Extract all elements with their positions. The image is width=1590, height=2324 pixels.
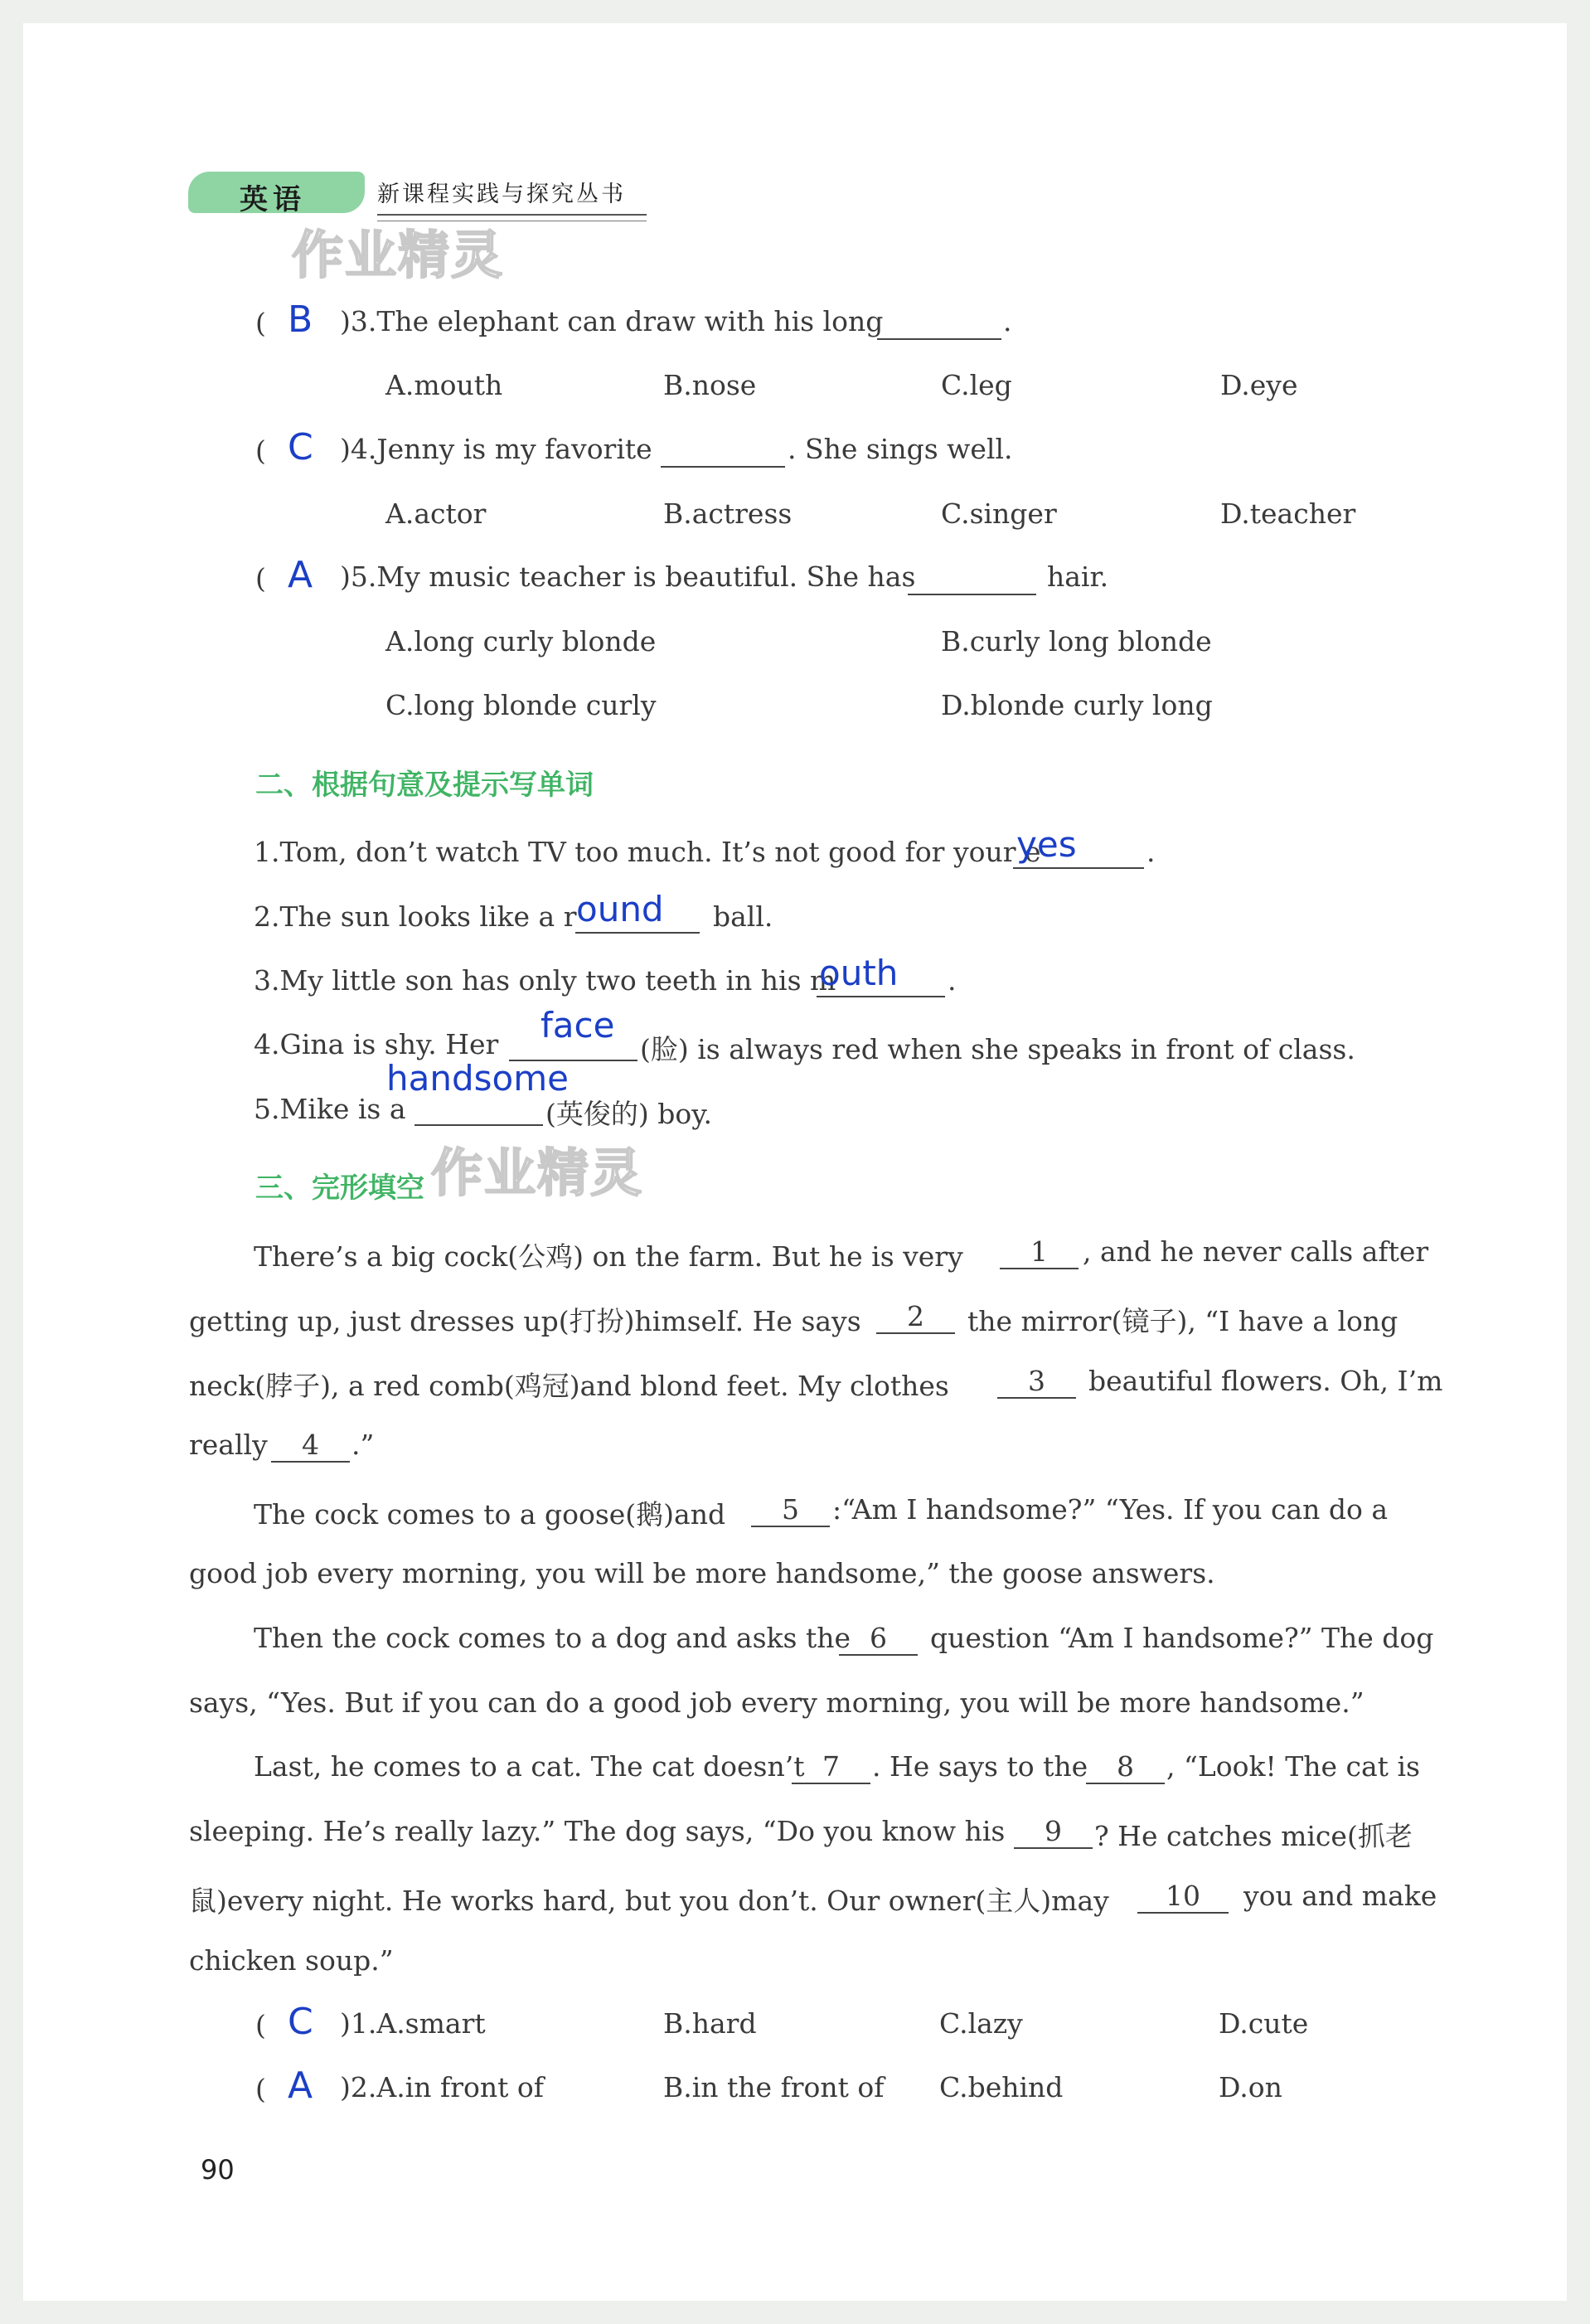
question-text: )3.The elephant can draw with his long — [340, 305, 884, 337]
passage-text: 鼠)every night. He works hard, but you don’t. Our owner(主人)may — [189, 1885, 1109, 1917]
passage-text: neck(脖子), a red comb(鸡冠)and blond feet. My clothes — [189, 1370, 949, 1402]
subject-label: 英语 — [240, 183, 306, 216]
word-item-2-end: ball. — [713, 900, 773, 933]
cloze-blank-6: 6 — [839, 1622, 918, 1656]
paren-open: ( — [255, 562, 266, 594]
answer: C — [288, 426, 313, 468]
cloze-blank-7: 7 — [792, 1750, 870, 1784]
handwritten-answer: face — [541, 1005, 615, 1046]
option-d: D.cute — [1219, 2007, 1309, 2040]
word-item-4-end: (脸) is always red when she speaks in front of class. — [640, 1033, 1355, 1065]
passage-text: says, “Yes. But if you can do a good job every morning, you will be more handsome.” — [189, 1686, 1365, 1719]
passage-text: question “Am I handsome?” The dog — [930, 1622, 1434, 1654]
handwritten-answer: ound — [576, 889, 664, 929]
paren-open: ( — [255, 2073, 266, 2105]
cloze-blank-5: 5 — [751, 1493, 830, 1527]
word-item-5: 5.Mike is a — [254, 1093, 406, 1125]
answer: A — [288, 554, 313, 596]
question-end: . She sings well. — [788, 433, 1013, 465]
handwritten-answer: handsome — [386, 1058, 569, 1099]
answer-blank[interactable] — [908, 569, 1036, 595]
paren-open: ( — [255, 434, 266, 467]
cloze-blank-3: 3 — [997, 1365, 1076, 1399]
option-c: C.long blonde curly — [385, 689, 657, 721]
word-item-5-end: (英俊的) boy. — [545, 1098, 712, 1130]
word-item-1-end: . — [1146, 836, 1156, 868]
passage-text: , and he never calls after — [1083, 1235, 1429, 1268]
handwritten-answer: yes — [1016, 824, 1077, 865]
option-c: C.lazy — [939, 2007, 1023, 2040]
option-c: C.behind — [939, 2071, 1064, 2103]
section-title-2: 二、根据句意及提示写单词 — [255, 769, 594, 802]
option-b: B.hard — [663, 2007, 757, 2040]
cloze-blank-10: 10 — [1137, 1880, 1229, 1914]
answer-blank[interactable] — [414, 1099, 543, 1126]
passage-text: sleeping. He’s really lazy.” The dog says, “Do you know his — [189, 1815, 1006, 1847]
passage-text: really — [189, 1429, 268, 1461]
word-item-1: 1.Tom, don’t watch TV too much. It’s not good for your e — [254, 836, 1041, 868]
question-text: )4.Jenny is my favorite — [340, 433, 652, 465]
passage-text: The cock comes to a goose(鹅)and — [254, 1498, 726, 1531]
paren-open: ( — [255, 307, 266, 339]
option-b: B.curly long blonde — [941, 625, 1212, 657]
option-c: C.singer — [941, 497, 1057, 530]
subject-badge — [188, 172, 365, 216]
option-a: )2.A.in front of — [340, 2071, 544, 2103]
passage-text: ? He catches mice(抓老 — [1094, 1820, 1413, 1852]
passage-text: There’s a big cock(公鸡) on the farm. But he is very — [254, 1240, 963, 1273]
answer-blank[interactable] — [661, 441, 785, 468]
option-b: B.actress — [663, 497, 793, 530]
option-c: C.leg — [941, 369, 1012, 401]
cloze-blank-4: 4 — [271, 1429, 350, 1463]
question-text: )5.My music teacher is beautiful. She has — [340, 560, 916, 593]
passage-text: .” — [351, 1429, 375, 1461]
passage-text: :“Am I handsome?” “Yes. If you can do a — [832, 1493, 1389, 1526]
option-b: B.in the front of — [663, 2071, 885, 2103]
passage-text: getting up, just dresses up(打扮)himself. He says — [189, 1305, 861, 1337]
word-item-4: 4.Gina is shy. Her — [254, 1028, 499, 1060]
passage-text: . He says to the — [872, 1750, 1088, 1783]
option-d: D.blonde curly long — [941, 689, 1213, 721]
question-end: hair. — [1047, 560, 1109, 593]
cloze-blank-8: 8 — [1086, 1750, 1165, 1784]
page-number: 90 — [201, 2154, 235, 2186]
paren-open: ( — [255, 2009, 266, 2041]
question-end: . — [1003, 305, 1012, 337]
option-a: A.actor — [385, 497, 487, 530]
option-a: )1.A.smart — [340, 2007, 486, 2040]
word-item-3-end: . — [948, 964, 957, 997]
passage-text: the mirror(镜子), “I have a long — [967, 1305, 1399, 1337]
option-d: D.on — [1219, 2071, 1282, 2103]
passage-text: you and make — [1243, 1880, 1437, 1912]
answer: C — [288, 2001, 313, 2043]
option-b: B.nose — [663, 369, 757, 401]
watermark: 作业精灵 — [431, 1143, 644, 1203]
option-a: A.mouth — [385, 369, 503, 401]
passage-text: , “Look! The cat is — [1166, 1750, 1420, 1783]
word-item-3: 3.My little son has only two teeth in his m — [254, 964, 836, 997]
series-title: 新课程实践与探究丛书 — [377, 182, 626, 207]
cloze-blank-2: 2 — [876, 1300, 955, 1334]
passage-text: chicken soup.” — [189, 1944, 394, 1977]
word-item-2: 2.The sun looks like a r — [254, 900, 577, 933]
passage-text: Last, he comes to a cat. The cat doesn’t — [254, 1750, 805, 1783]
passage-text: good job every morning, you will be more handsome,” the goose answers. — [189, 1557, 1215, 1589]
option-d: D.eye — [1220, 369, 1298, 401]
answer-blank[interactable] — [877, 313, 1001, 340]
option-d: D.teacher — [1220, 497, 1356, 530]
watermark: 作业精灵 — [292, 225, 505, 285]
option-a: A.long curly blonde — [385, 625, 657, 657]
passage-text: Then the cock comes to a dog and asks the — [254, 1622, 851, 1654]
cloze-blank-9: 9 — [1014, 1815, 1093, 1849]
section-title-3: 三、完形填空 — [255, 1172, 424, 1205]
answer: B — [288, 298, 313, 341]
answer: A — [288, 2064, 313, 2107]
cloze-blank-1: 1 — [1000, 1235, 1079, 1269]
passage-text: beautiful flowers. Oh, I’m — [1088, 1365, 1443, 1397]
handwritten-answer: outh — [819, 953, 899, 993]
